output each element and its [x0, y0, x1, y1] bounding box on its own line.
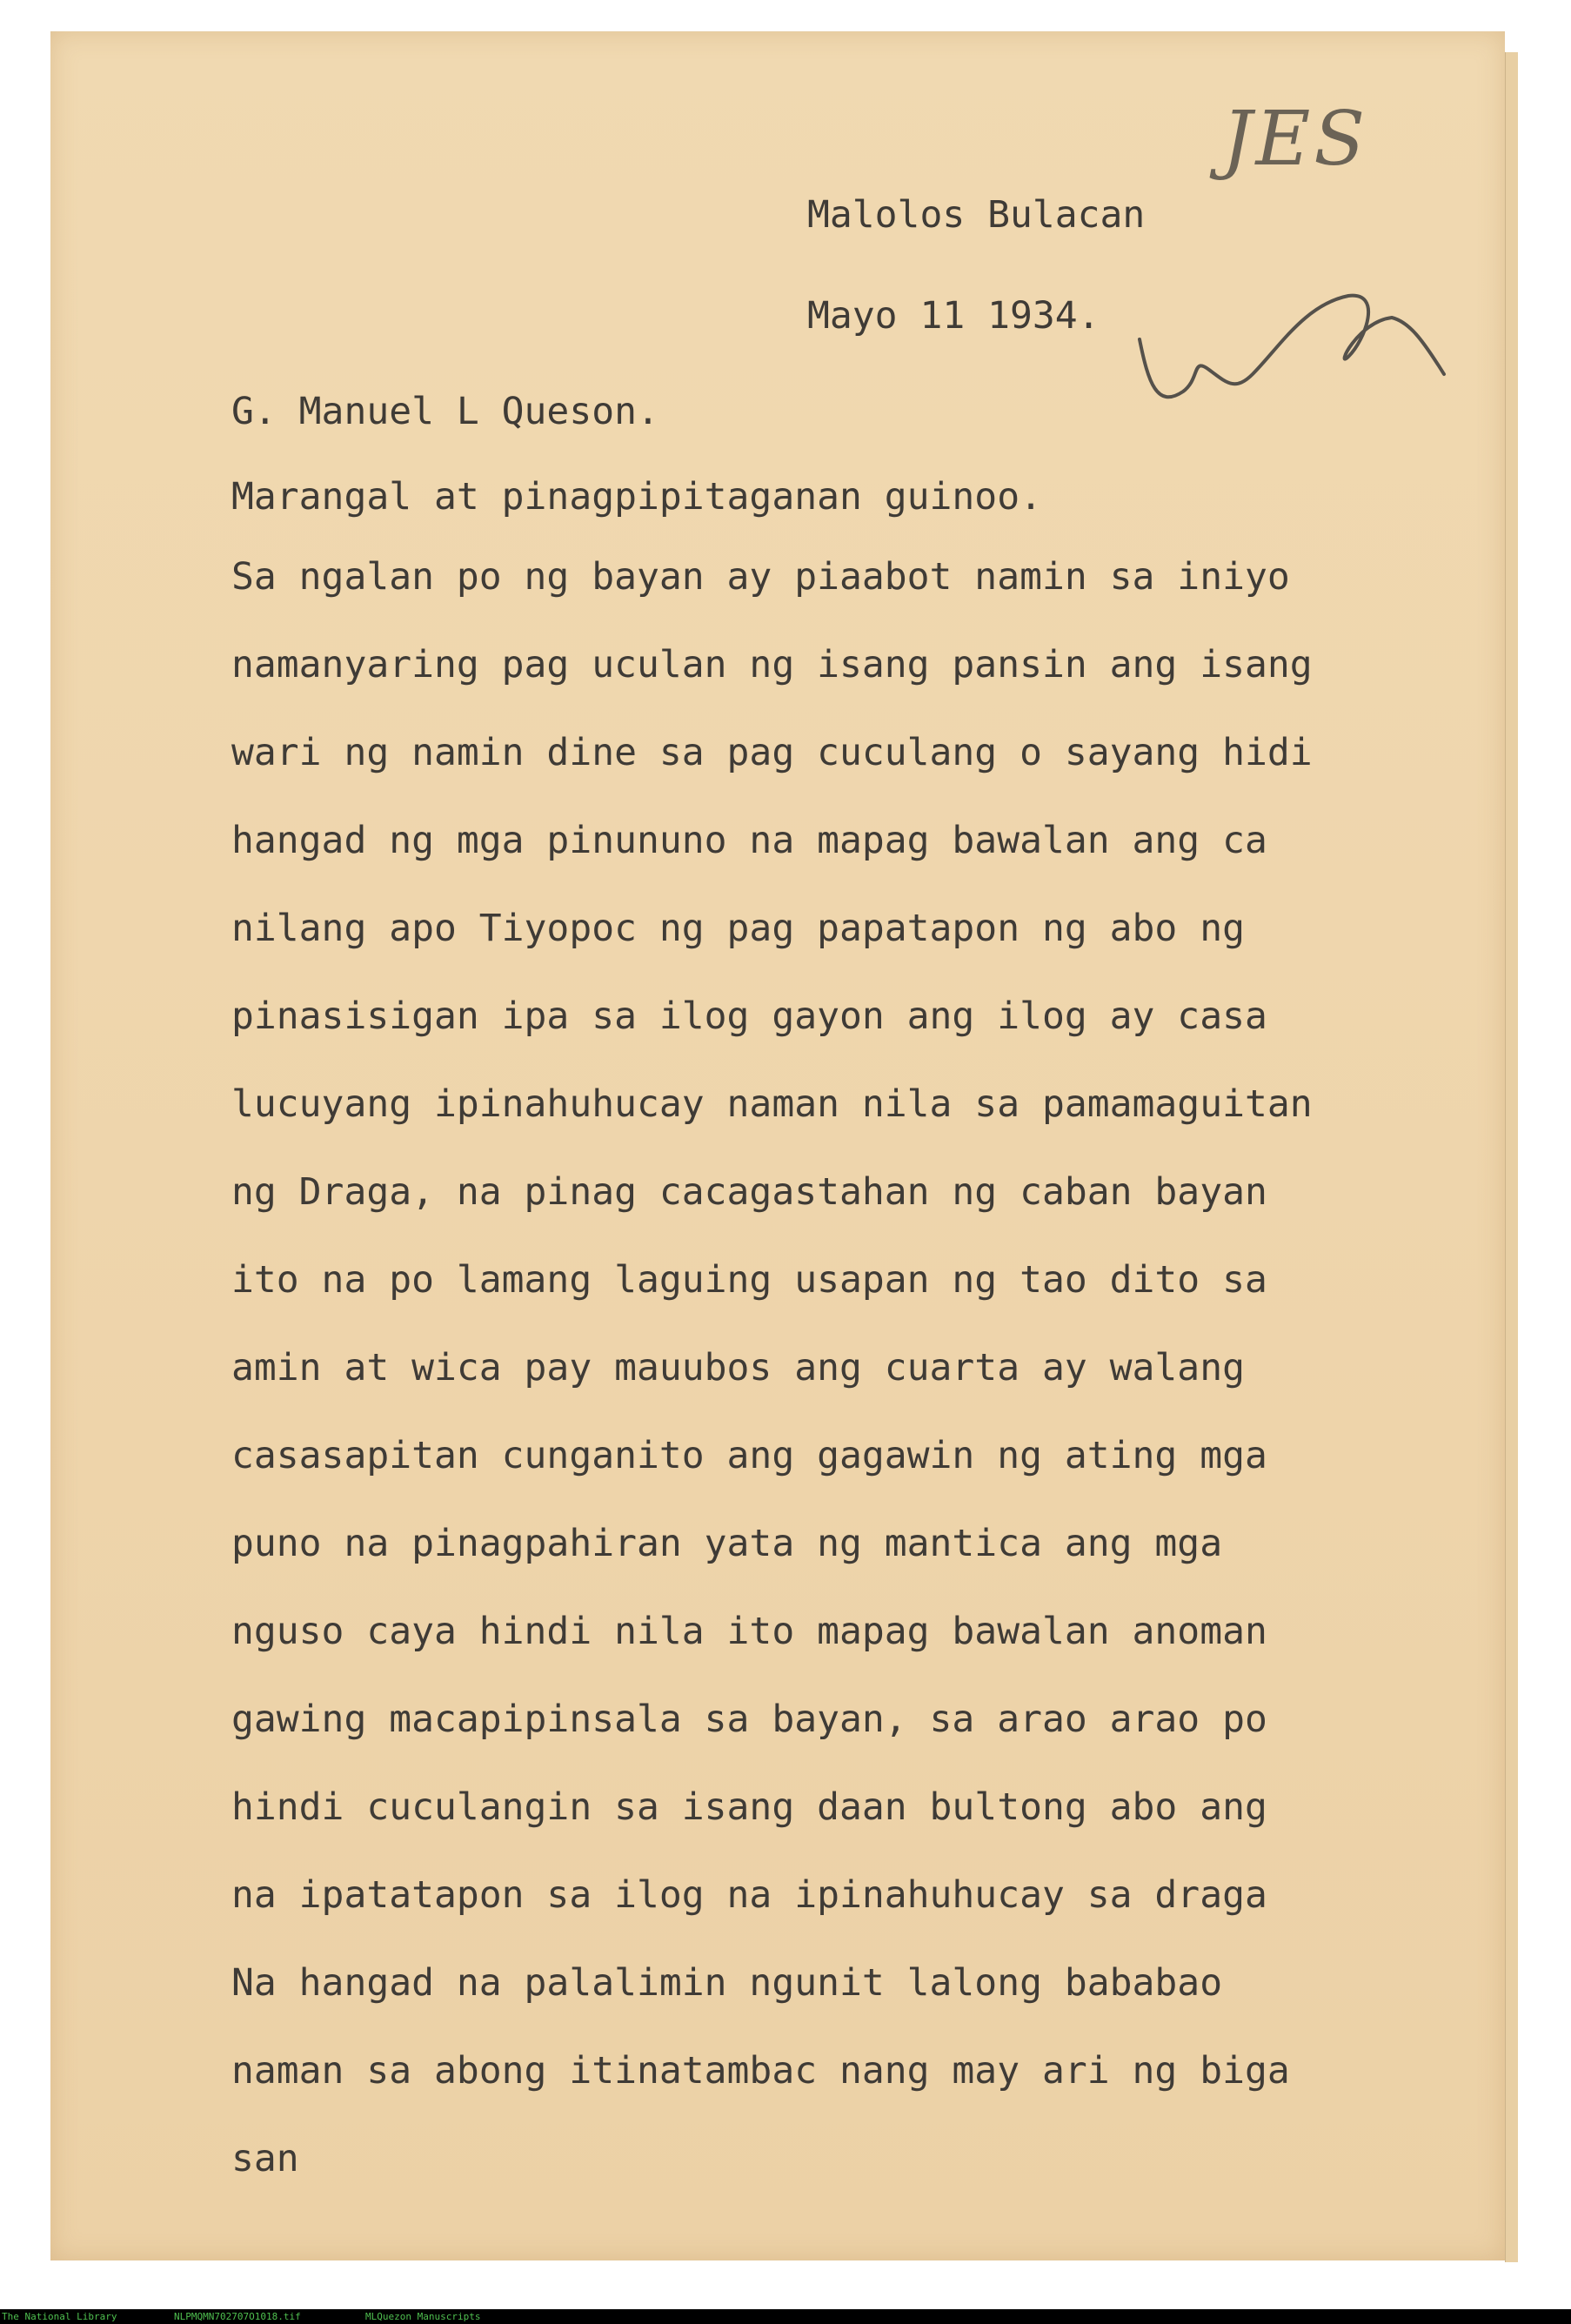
body-line: wari ng namin dine sa pag cuculang o sayang hidi — [231, 731, 1313, 774]
body-line: puno na pinagpahiran yata ng mantica ang mga — [231, 1522, 1223, 1565]
body-line: nilang apo Tiyopoc ng pag papatapon ng abo ng — [231, 907, 1245, 950]
body-line: amin at wica pay mauubos ang cuarta ay walang — [231, 1346, 1245, 1390]
body-line: pinasisigan ipa sa ilog gayon ang ilog ay casa — [231, 995, 1267, 1038]
body-line: san — [231, 2137, 299, 2180]
footer-collection: MLQuezon Manuscripts — [365, 2311, 481, 2322]
body-line: gawing macapipinsala sa bayan, sa arao arao po — [231, 1698, 1267, 1741]
footer-library: The National Library — [2, 2311, 117, 2322]
body-line: hangad ng mga pinununo na mapag bawalan ang ca — [231, 819, 1267, 862]
body-line: na ipatatapon sa ilog na ipinahuhucay sa draga — [231, 1873, 1267, 1917]
footer-file: NLPMQMN702707O1018.tif — [174, 2311, 301, 2322]
pencil-annotation: JES — [1222, 96, 1369, 183]
body-line: hindi cuculangin sa isang daan bultong abo ang — [231, 1785, 1267, 1829]
body-line: Sa ngalan po ng bayan ay piaabot namin sa iniyo — [231, 555, 1290, 599]
body-line: nguso caya hindi nila ito mapag bawalan anoman — [231, 1610, 1267, 1653]
body-line: Na hangad na palalimin ngunit lalong bababao — [231, 1961, 1223, 2005]
date-line: Mayo 11 1934. — [807, 294, 1100, 338]
scan-footer — [0, 2309, 1571, 2324]
letter-body — [231, 555, 1313, 2228]
body-line: ito na po lamang laguing usapan ng tao dito sa — [231, 1258, 1267, 1302]
body-line: naman sa abong itinatambac nang may ari ng biga — [231, 2049, 1290, 2093]
body-line: lucuyang ipinahuhucay naman nila sa pamamaguitan — [231, 1082, 1313, 1126]
body-line: ng Draga, na pinag cacagastahan ng caban bayan — [231, 1170, 1267, 1214]
paper-edge — [1505, 52, 1518, 2262]
body-line: casasapitan cunganito ang gagawin ng ating mga — [231, 1434, 1267, 1477]
addressee-line: G. Manuel L Queson. — [231, 390, 659, 433]
handwritten-initial-mark — [1131, 287, 1453, 418]
salutation-line: Marangal at pinagpipitaganan guinoo. — [231, 475, 1042, 519]
place-line: Malolos Bulacan — [807, 193, 1146, 237]
body-line: namanyaring pag uculan ng isang pansin ang isang — [231, 643, 1313, 686]
